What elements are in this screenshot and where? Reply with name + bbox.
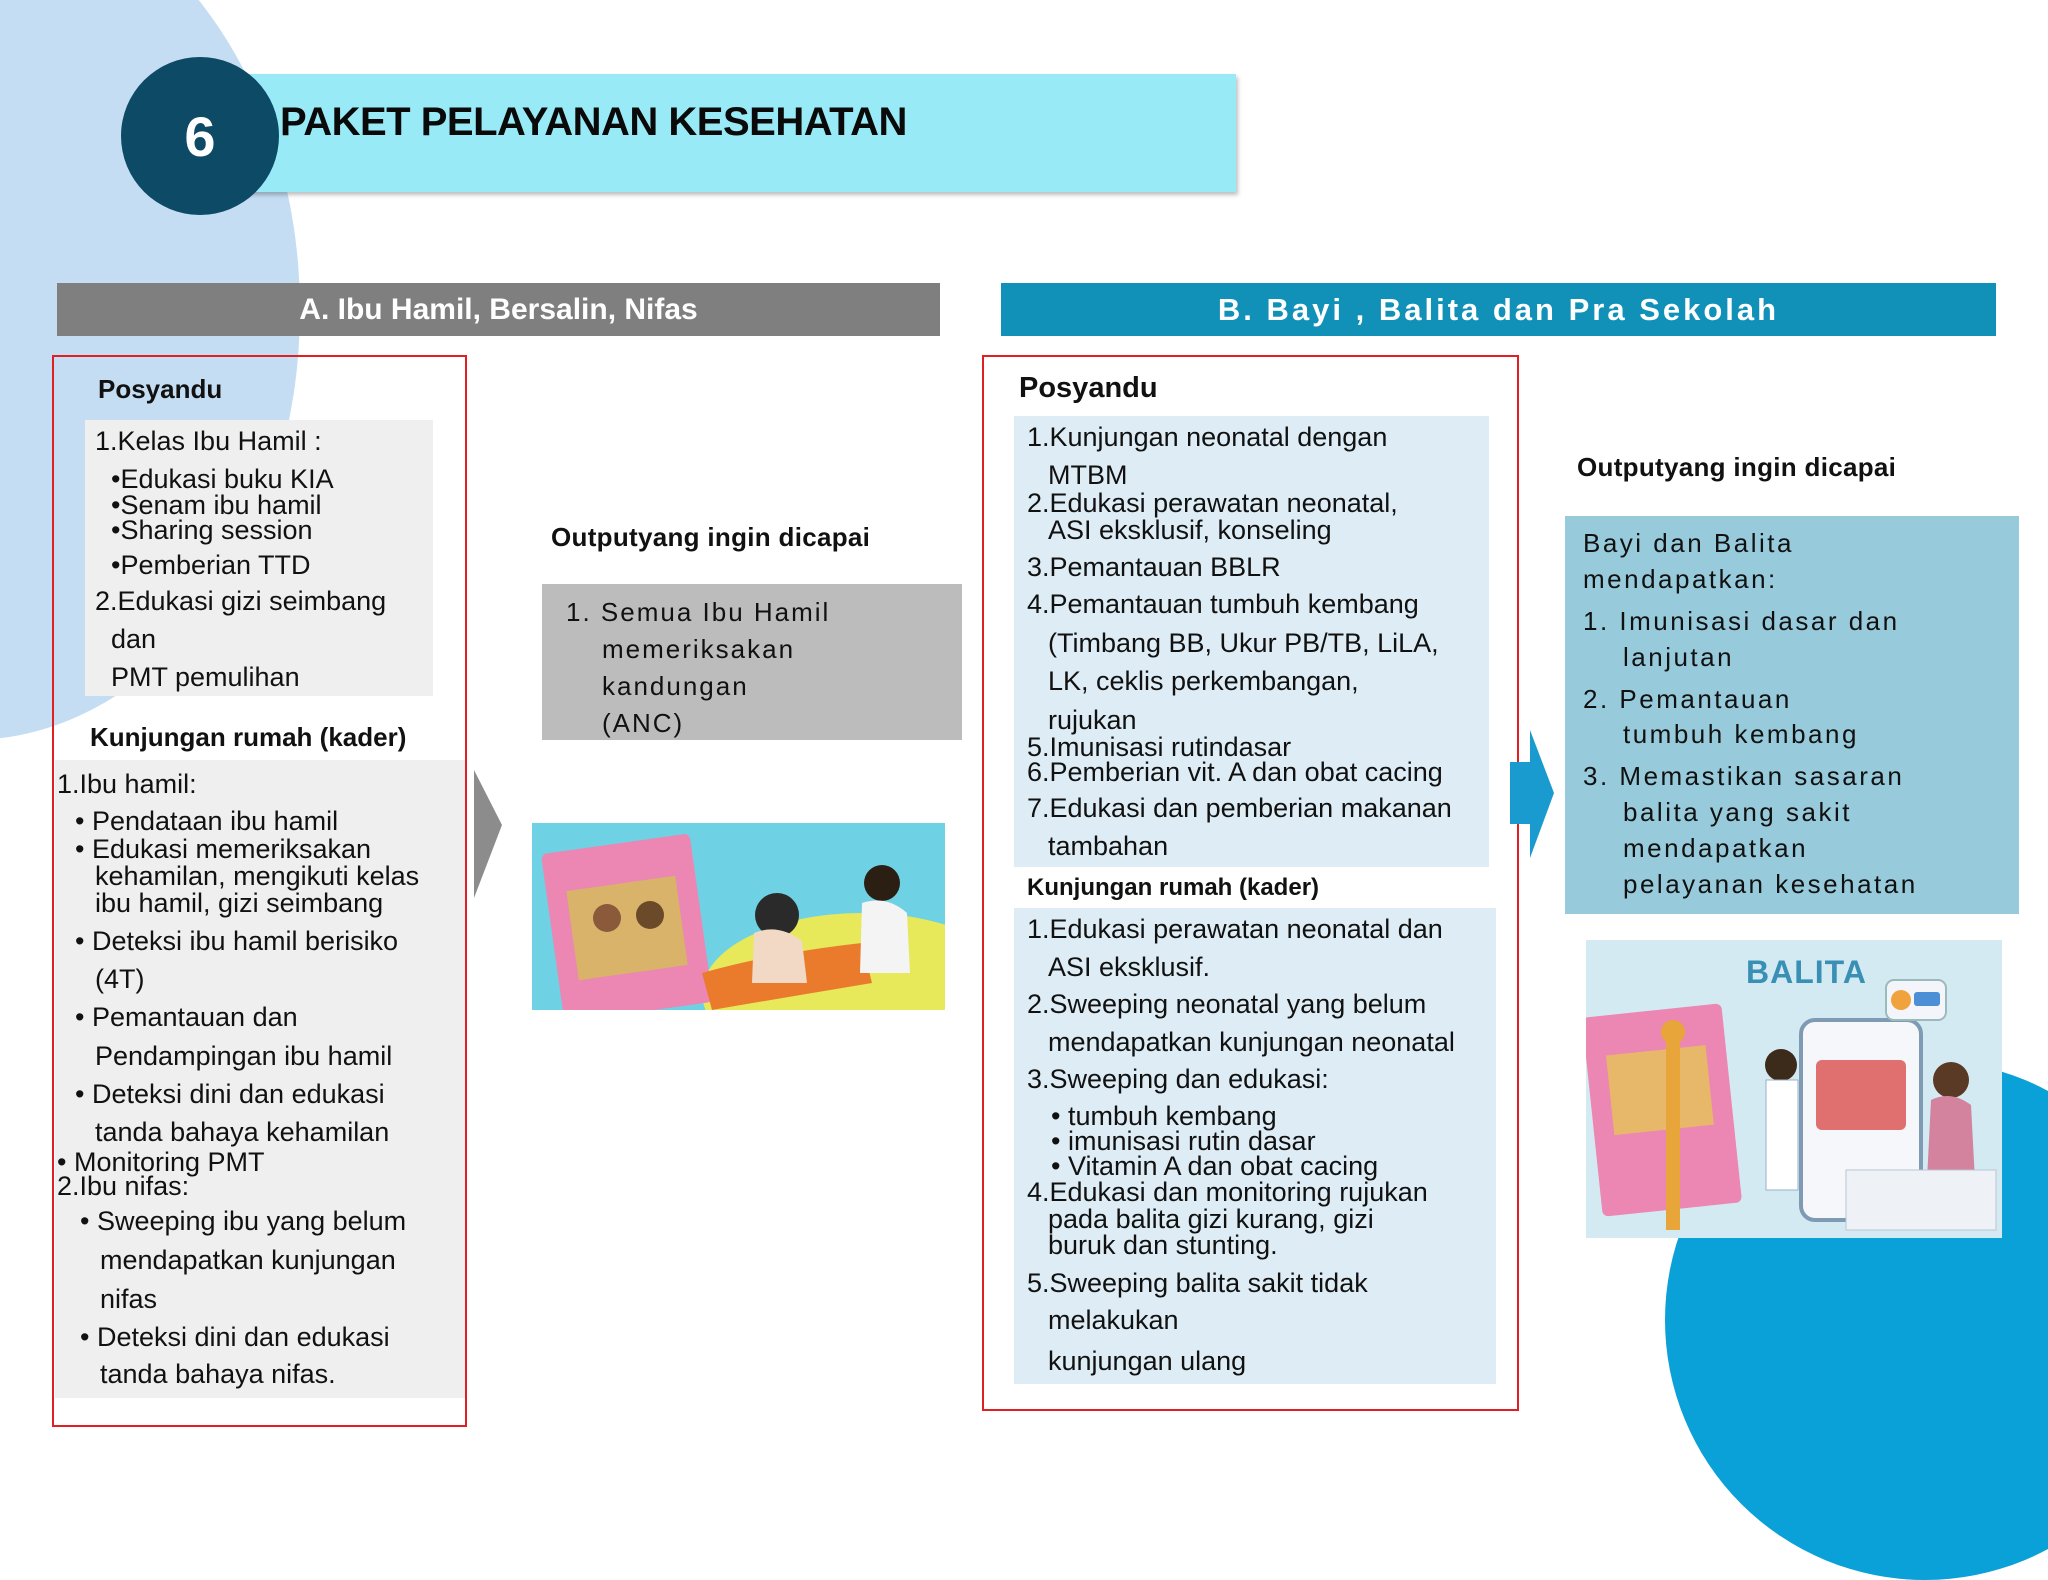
list-item: (4T)	[95, 964, 145, 994]
list-item: lanjutan	[1623, 641, 1735, 672]
list-item: LK, ceklis perkembangan,	[1048, 666, 1359, 696]
list-item: buruk dan stunting.	[1048, 1230, 1278, 1260]
list-item: tanda bahaya kehamilan	[95, 1117, 390, 1147]
list-item: 3. Memastikan sasaran	[1583, 761, 1905, 792]
list-item: nifas	[100, 1284, 158, 1314]
list-item: ASI eksklusif.	[1048, 952, 1211, 982]
list-item: • tumbuh kembang	[1051, 1101, 1277, 1131]
list-item: 2. Pemantauan	[1583, 683, 1792, 714]
list-item: Pendampingan ibu hamil	[95, 1041, 393, 1071]
section-a-posyandu-heading: Posyandu	[98, 374, 223, 404]
list-item: • Monitoring PMT	[57, 1147, 265, 1177]
list-item: • Deteksi dini dan edukasi	[80, 1322, 390, 1352]
balita-illustration	[1586, 940, 2002, 1238]
list-item: ibu hamil, gizi seimbang	[95, 888, 384, 918]
list-item: 4.Pemantauan tumbuh kembang	[1027, 589, 1419, 619]
list-item: memeriksakan	[602, 633, 796, 664]
list-item: 1. Imunisasi dasar dan	[1583, 605, 1900, 636]
section-a-kunjungan-heading: Kunjungan rumah (kader)	[90, 722, 407, 752]
list-item: •Sharing session	[111, 515, 313, 545]
list-item: tumbuh kembang	[1623, 719, 1859, 750]
list-item: 1.Ibu hamil:	[57, 769, 197, 799]
list-item: 1. Semua Ibu Hamil	[566, 597, 831, 627]
list-item: • imunisasi rutin dasar	[1051, 1126, 1316, 1156]
list-item: PMT pemulihan	[111, 662, 300, 692]
list-item: • Deteksi ibu hamil berisiko	[75, 926, 399, 956]
list-item: • Pemantauan dan	[75, 1002, 298, 1032]
list-item: 5.Sweeping balita sakit tidak	[1027, 1268, 1368, 1298]
list-item: 3.Sweeping dan edukasi:	[1027, 1064, 1329, 1094]
list-item: 6.Pemberian vit. A dan obat cacing	[1027, 757, 1443, 787]
list-item: • Pendataan ibu hamil	[75, 806, 339, 836]
list-item: kunjungan ulang	[1048, 1346, 1247, 1376]
arrow-right-icon	[474, 770, 504, 900]
list-item: • Sweeping ibu yang belum	[80, 1206, 407, 1236]
list-item: 1.Kunjungan neonatal dengan	[1027, 422, 1388, 452]
section-a-output-box	[542, 584, 962, 740]
section-b-header: B. Bayi , Balita dan Pra Sekolah	[1001, 283, 1996, 336]
list-item: 3.Pemantauan BBLR	[1027, 552, 1281, 582]
section-b-output-heading: Outputyang ingin dicapai	[1577, 452, 1897, 482]
section-number-badge: 6	[121, 57, 279, 215]
section-b-posyandu-heading: Posyandu	[1019, 372, 1158, 404]
pregnancy-check-illustration	[532, 823, 945, 1010]
list-item: tanda bahaya nifas.	[100, 1359, 336, 1389]
list-item: •Edukasi buku KIA	[111, 464, 334, 494]
list-item: •Senam ibu hamil	[111, 490, 322, 520]
balita-image-label: BALITA	[1746, 954, 1867, 990]
list-item: rujukan	[1048, 705, 1137, 735]
list-item: 2.Sweeping neonatal yang belum	[1027, 989, 1427, 1019]
list-item: balita yang sakit	[1623, 797, 1852, 828]
list-item: pelayanan kesehatan	[1623, 868, 1918, 899]
list-item: Bayi dan Balita	[1583, 528, 1794, 558]
list-item: mendapatkan kunjungan	[100, 1245, 396, 1275]
list-item: kandungan	[602, 670, 749, 701]
list-item: • Edukasi memeriksakan	[75, 834, 372, 864]
list-item: 1.Edukasi perawatan neonatal dan	[1027, 914, 1443, 944]
list-item: mendapatkan:	[1583, 563, 1778, 594]
list-item: 2.Edukasi gizi seimbang	[95, 586, 387, 616]
list-item: melakukan	[1048, 1305, 1179, 1335]
list-item: 2.Edukasi perawatan neonatal,	[1027, 488, 1398, 518]
arrow-right-icon	[1510, 730, 1556, 860]
list-item: 5.Imunisasi rutindasar	[1027, 732, 1292, 762]
list-item: mendapatkan	[1623, 833, 1809, 863]
list-item: 1.Kelas Ibu Hamil :	[95, 426, 322, 456]
section-a-output-heading: Outputyang ingin dicapai	[551, 522, 871, 552]
section-b-kunjungan-heading: Kunjungan rumah (kader)	[1027, 874, 1320, 901]
list-item: kehamilan, mengikuti kelas	[95, 861, 420, 891]
list-item: (Timbang BB, Ukur PB/TB, LiLA,	[1048, 628, 1439, 658]
list-item: 4.Edukasi dan monitoring rujukan	[1027, 1177, 1428, 1207]
list-item: •Pemberian TTD	[111, 550, 311, 580]
page-title: PAKET PELAYANAN KESEHATAN	[280, 100, 907, 144]
section-b-output-box	[1565, 516, 2019, 914]
list-item: dan	[111, 624, 157, 654]
list-item: (ANC)	[602, 707, 685, 738]
list-item: MTBM	[1048, 460, 1128, 490]
list-item: • Vitamin A dan obat cacing	[1051, 1151, 1379, 1181]
list-item: ASI eksklusif, konseling	[1048, 515, 1332, 545]
list-item: 7.Edukasi dan pemberian makanan	[1027, 793, 1452, 823]
list-item: • Deteksi dini dan edukasi	[75, 1079, 385, 1109]
list-item: tambahan	[1048, 831, 1169, 861]
list-item: pada balita gizi kurang, gizi	[1048, 1204, 1374, 1234]
list-item: mendapatkan kunjungan neonatal	[1048, 1027, 1455, 1057]
list-item: 2.Ibu nifas:	[57, 1171, 190, 1201]
section-a-header: A. Ibu Hamil, Bersalin, Nifas	[57, 283, 940, 336]
